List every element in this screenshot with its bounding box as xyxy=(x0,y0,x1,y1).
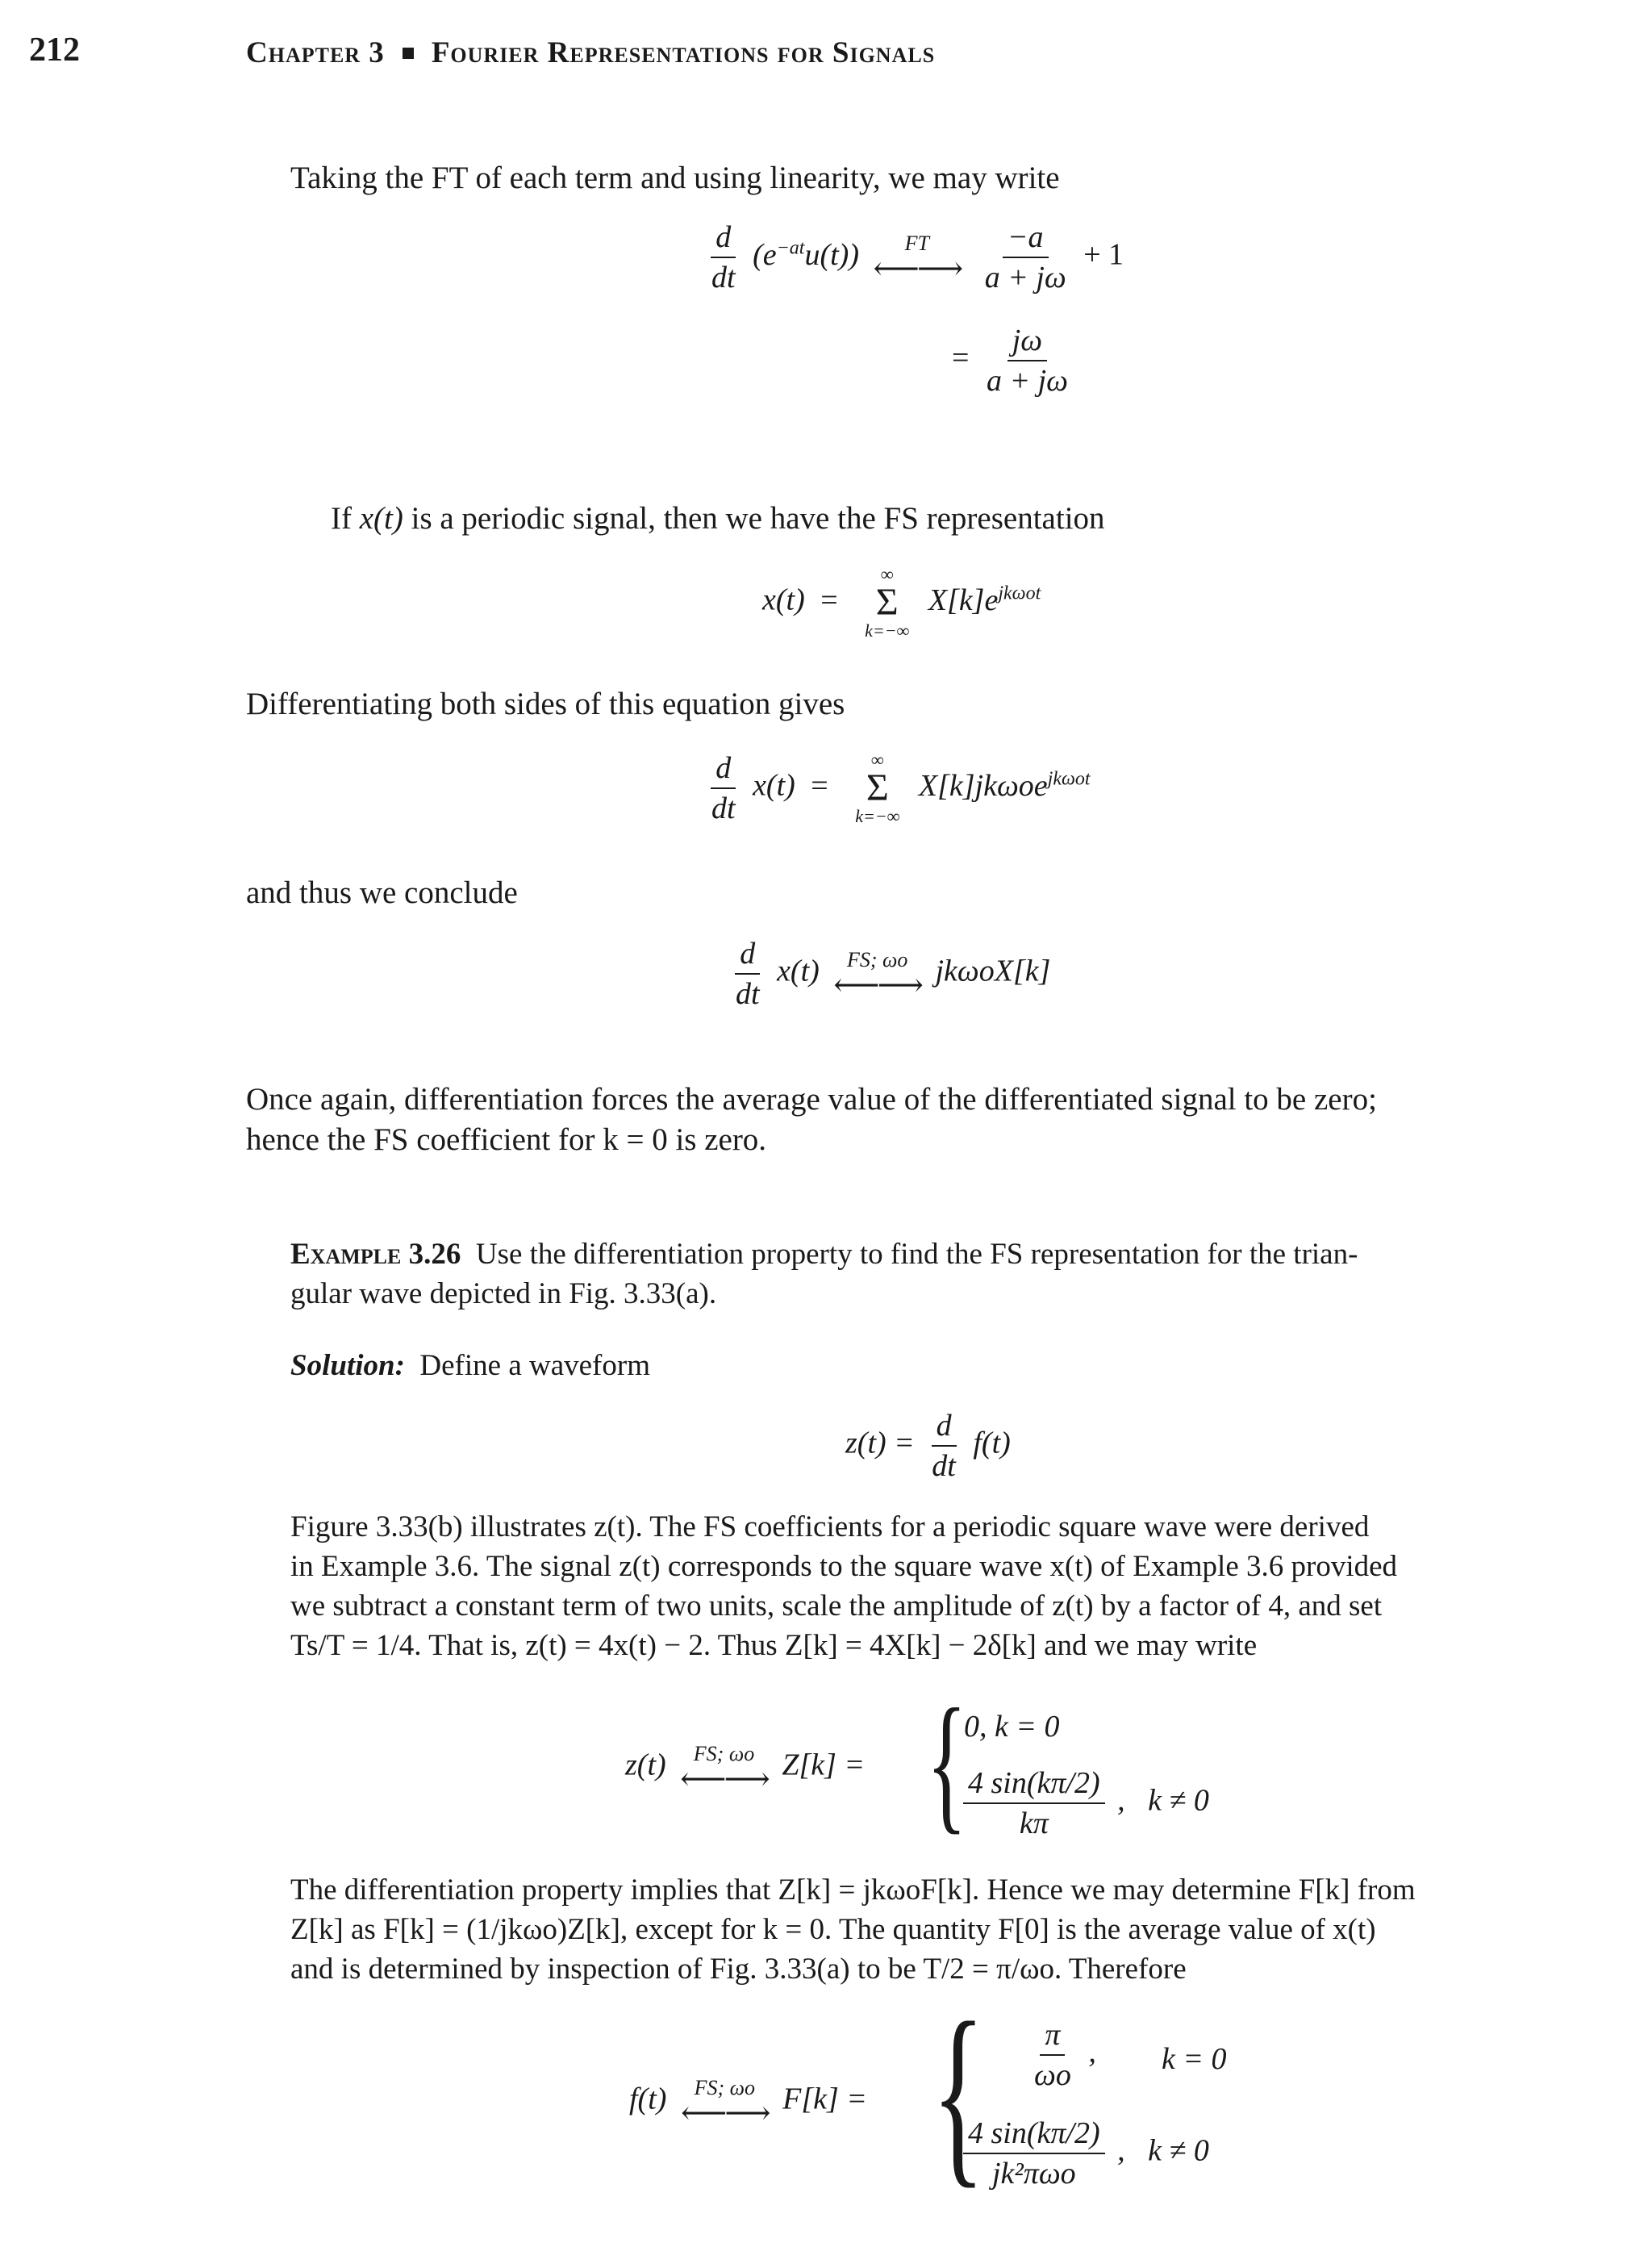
paragraph-average-value: Once again, differentiation forces the average value of the differentiated signal to be zero; hence the FS coefficient for k = 0 is zero. xyxy=(246,1082,1377,1157)
ft-arrow: FT ⟵⟶ xyxy=(873,232,962,286)
paragraph-figure-333b: Figure 3.33(b) illustrates z(t). The FS coefficients for a periodic square wave were derived in Example 3.6. The signal z(t) corresponds to the square wave x(t) of Example 3.6 provided we subtract a constant term of two units, scale the amplitude of z(t) by a factor of 4, and set Ts/T = 1/4. That is, z(t) = 4x(t) − 2. Thus Z[k] = 4X[k] − 2δ[k] and we may write xyxy=(290,1510,1398,1662)
paragraph-differentiation-implies: The differentiation property implies that Z[k] = jkωoF[k]. Hence we may determine F[k] from Z[k] as F[k] = (1/jkωo)Z[k], except for k = 0. The quantity F[0] is the average value of x(t) and is determined by inspection of Fig. 3.33(a) to be T/2 = π/ωo. Therefore xyxy=(290,1873,1416,1986)
paragraph-linearity: Taking the FT of each term and using linearity, we may write xyxy=(290,161,1060,195)
example-3-26: Example 3.26 Use the differentiation property to find the FS representation for the trian- gular wave depicted in Fig. 3.33(a). xyxy=(290,1238,1358,1310)
paragraph-differentiating: Differentiating both sides of this equation gives xyxy=(246,687,845,721)
chapter-title: Fourier Representations for Signals xyxy=(431,36,936,69)
example-label: Example 3.26 xyxy=(290,1238,461,1271)
fs-arrow: FS; ωo ⟵⟶ xyxy=(680,1742,768,1797)
eq1-plus: + 1 xyxy=(1083,237,1124,272)
running-head xyxy=(246,36,935,70)
solution-line: Solution: Define a waveform xyxy=(290,1349,650,1382)
fraction-eq1: $\frac{-a}{a + j\omega}$ xyxy=(984,220,1066,294)
solution-label: Solution: xyxy=(290,1349,405,1382)
eq1-lhs: $(e^{-at}u(t))$ xyxy=(753,237,859,272)
left-brace: { xyxy=(932,1982,985,2205)
equation-fs-representation: x(t) = ∞ Σ k=−∞ $X[k]e^{jk\omega ot}$ xyxy=(762,564,1041,641)
eq7-case-zero: $\frac{\pi}{\omega o}$ , xyxy=(1034,2018,1096,2092)
sum-symbol: ∞ Σ k=−∞ xyxy=(855,750,900,826)
equation-define-z: z(t) = $\frac{d}{dt}$ f(t) xyxy=(845,1409,1011,1483)
equation-z-fs: z(t) FS; ωo ⟵⟶ Z[k] = xyxy=(625,1742,866,1797)
equation-ft-derivative xyxy=(702,219,1124,295)
eq6-case-nonzero: $\frac{4 \sin(k\pi/2)}{k\pi}$ , k ≠ 0 xyxy=(958,1765,1209,1841)
separator-square xyxy=(403,48,414,59)
equation-ft-derivative-result: = $\frac{j\omega}{a + j\omega}$ xyxy=(952,323,1078,399)
fraction-d-dt: $\frac{d}{dt}$ xyxy=(711,220,736,294)
fraction-eq1b: $\frac{j\omega}{a + j\omega}$ xyxy=(986,324,1068,398)
paragraph-conclude: and thus we conclude xyxy=(246,875,518,910)
eq7-case-nonzero: $\frac{4 \sin(k\pi/2)}{\text{jk²πωo}}$ , k ≠ 0 xyxy=(958,2116,1209,2191)
chapter-label: Chapter 3 xyxy=(246,36,385,69)
page-number: 212 xyxy=(29,31,80,69)
fs-arrow: FS; ωo ⟵⟶ xyxy=(680,2076,769,2131)
left-brace: { xyxy=(926,1678,967,1848)
eq6-case-zero: 0, k = 0 xyxy=(964,1710,1060,1744)
equation-fs-derivative: $\frac{d}{dt}$ x(t) = ∞ Σ k=−∞ X[k]jkωoe$^{jk\omega ot}$ xyxy=(711,750,1091,826)
eq7-case-zero-cond: k = 0 xyxy=(1162,2042,1227,2076)
fs-arrow: FS; ωo ⟵⟶ xyxy=(833,948,921,1003)
sum-symbol: ∞ Σ k=−∞ xyxy=(865,564,910,641)
equation-f-fs: f(t) FS; ωo ⟵⟶ F[k] = xyxy=(629,2076,867,2131)
equation-fs-differentiation-property: $\frac{d}{dt}$ x(t) FS; ωo ⟵⟶ jkωoX[k] xyxy=(736,937,1051,1011)
paragraph-periodic: If x(t) is a periodic signal, then we have the FS representation xyxy=(331,501,1105,536)
